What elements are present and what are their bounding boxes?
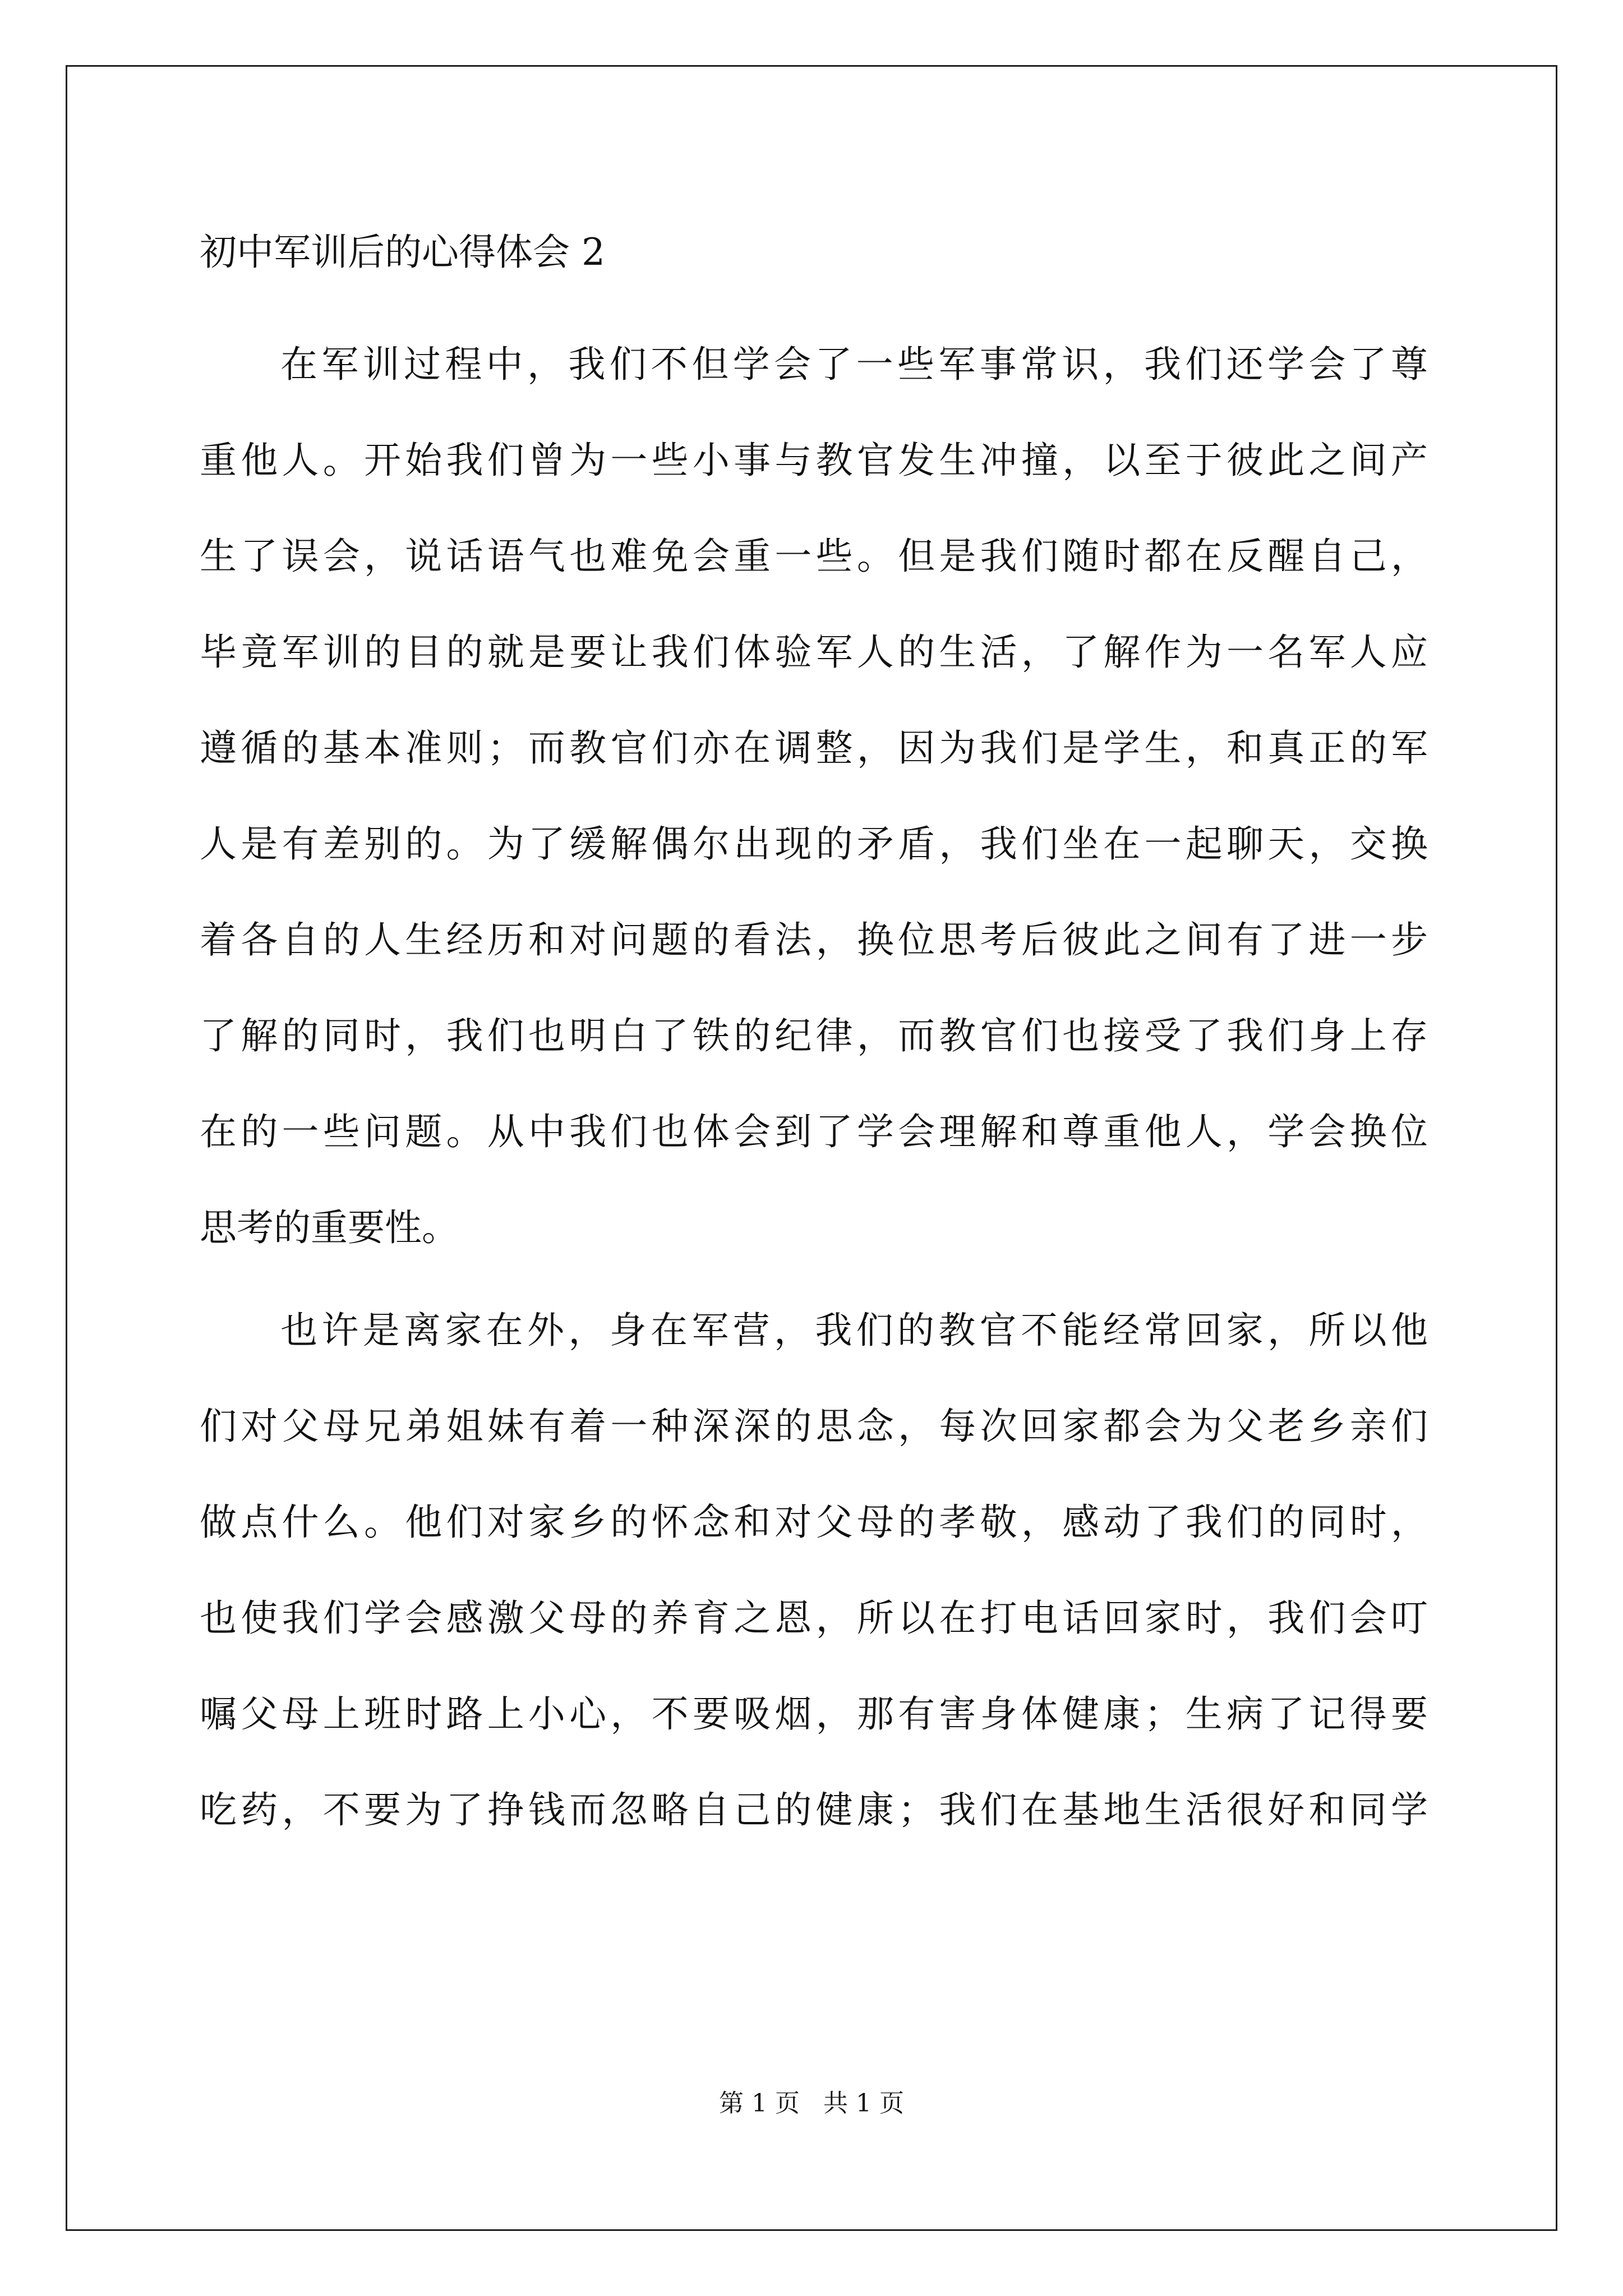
paragraph-1-line-10: 思考的重要性。 — [200, 1206, 459, 1249]
document-title: 初中军训后的心得体会 2 — [200, 231, 605, 274]
paragraph-1-line-3: 生了误会，说话语气也难免会重一些。但是我们随时都在反醒自己， — [200, 535, 1428, 578]
paragraph-1-line-9: 在的一些问题。从中我们也体会到了学会理解和尊重他人，学会换位 — [200, 1110, 1428, 1153]
paragraph-1-line-7: 着各自的人生经历和对问题的看法，换位思考后彼此之间有了进一步 — [200, 918, 1428, 961]
paragraph-1-line-6: 人是有差别的。为了缓解偶尔出现的矛盾，我们坐在一起聊天，交换 — [200, 822, 1428, 866]
paragraph-2-line-3: 做点什么。他们对家乡的怀念和对父母的孝敬，感动了我们的同时， — [200, 1501, 1428, 1544]
paragraph-2-line-1: 也许是离家在外，身在军营，我们的教官不能经常回家，所以他 — [280, 1309, 1428, 1352]
paragraph-2-line-2: 们对父母兄弟姐妹有着一种深深的思念，每次回家都会为父老乡亲们 — [200, 1405, 1428, 1448]
paragraph-1-line-8: 了解的同时，我们也明白了铁的纪律，而教官们也接受了我们身上存 — [200, 1014, 1428, 1057]
paragraph-1-line-5: 遵循的基本准则；而教官们亦在调整，因为我们是学生，和真正的军 — [200, 726, 1428, 770]
paragraph-1-line-4: 毕竟军训的目的就是要让我们体验军人的生活，了解作为一名军人应 — [200, 631, 1428, 674]
paragraph-2-line-4: 也使我们学会感激父母的养育之恩，所以在打电话回家时，我们会叮 — [200, 1596, 1428, 1640]
paragraph-1-line-2: 重他人。开始我们曾为一些小事与教官发生冲撞，以至于彼此之间产 — [200, 439, 1428, 482]
page-number-footer: 第 1 页 共 1 页 — [719, 2089, 904, 2118]
paragraph-2-line-6: 吃药，不要为了挣钱而忽略自己的健康；我们在基地生活很好和同学 — [200, 1788, 1428, 1832]
paragraph-2-line-5: 嘱父母上班时路上小心，不要吸烟，那有害身体健康；生病了记得要 — [200, 1692, 1428, 1736]
paragraph-1-line-1: 在军训过程中，我们不但学会了一些军事常识，我们还学会了尊 — [280, 343, 1428, 386]
